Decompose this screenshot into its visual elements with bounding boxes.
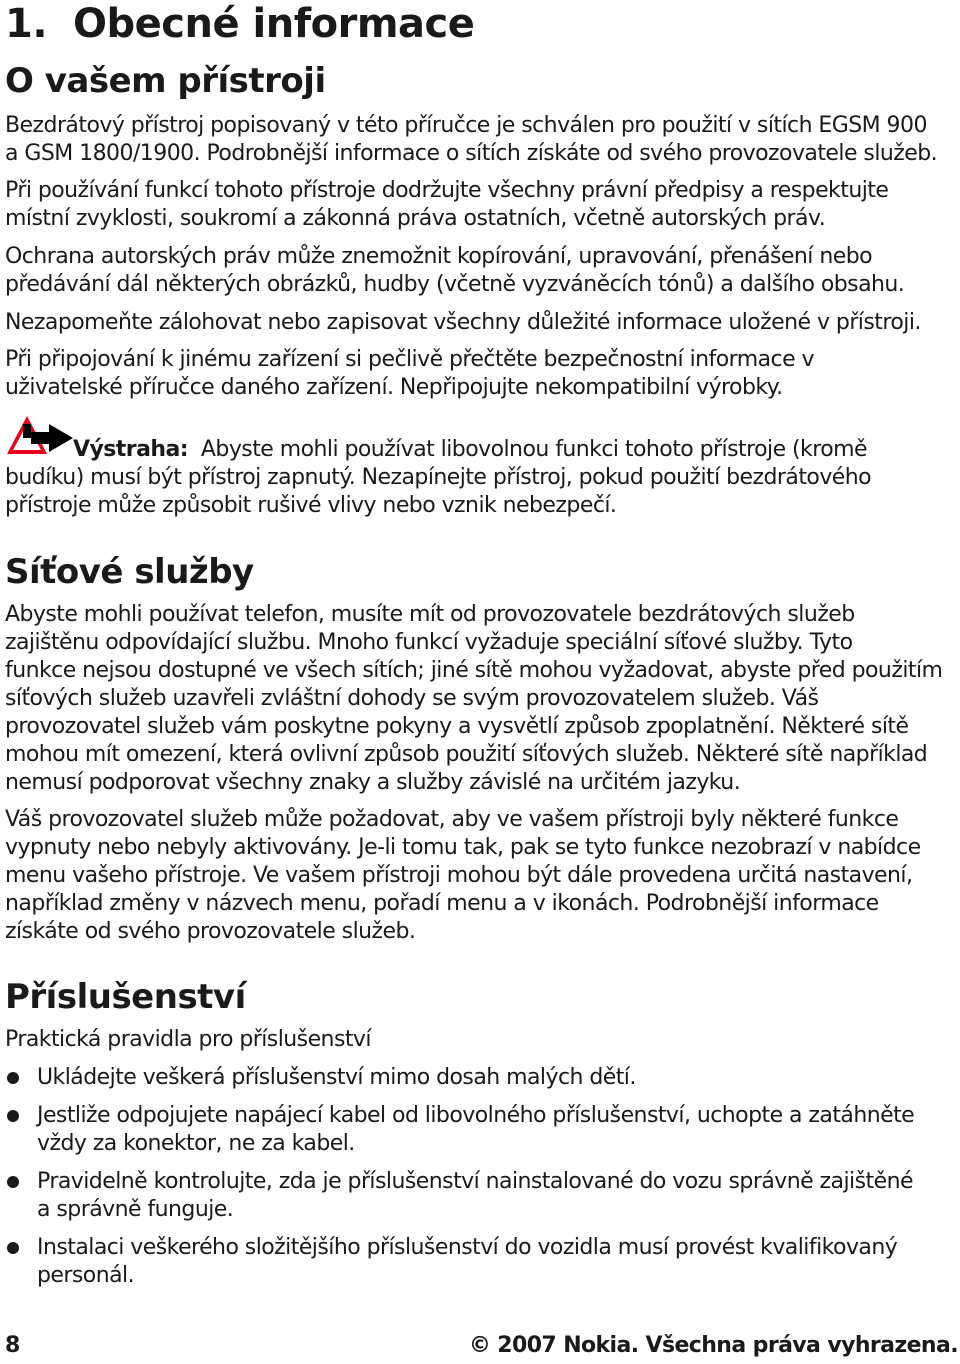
chapter-title-text: Obecné informace bbox=[73, 1, 475, 47]
list-item: Ukládejte veškerá příslušenství mimo dosah malých dětí. bbox=[5, 1064, 960, 1092]
warning-paragraph: Výstraha: Abyste mohli používat libovolnou funkci tohoto přístroje (kromě budíku) musí být přístroj zapnutý. Nezapínejte přístroj, pokud použití bezdrátového přístroje může způsobit rušivé vlivy nebo vznik nebezpečí. bbox=[5, 437, 872, 518]
paragraph-connecting: Při připojování k jinému zařízení si pečlivě přečtěte bezpečnostní informace v uživatelské příručce daného zařízení. Nepřipojujte nekompatibilní výrobky. bbox=[5, 347, 814, 400]
paragraph-laws: Při používání funkcí tohoto přístroje dodržujte všechny právní předpisy a respektujte místní zvyklosti, soukromí a zákonná práva ostatních, včetně autorských práv. bbox=[5, 178, 889, 231]
paragraph-copyright-protection: Ochrana autorských práv může znemožnit kopírování, upravování, přenášení nebo předávání dál některých obrázků, hudby (včetně vyzváněcích tónů) a dalšího obsahu. bbox=[5, 244, 905, 297]
copyright-notice: © 2007 Nokia. Všechna práva vyhrazena. bbox=[468, 1333, 958, 1358]
bullet-icon bbox=[7, 1072, 19, 1084]
bullet-icon bbox=[7, 1176, 19, 1188]
page-number: 8 bbox=[5, 1333, 21, 1358]
bullet-icon bbox=[7, 1110, 19, 1122]
section-heading-accessories: Příslušenství bbox=[5, 977, 246, 1017]
paragraph-backup: Nezapomeňte zálohovat nebo zapisovat všechny důležité informace uložené v přístroji. bbox=[5, 310, 921, 335]
chapter-number: 1. bbox=[5, 1, 48, 47]
paragraph-network-services: Abyste mohli používat telefon, musíte mít od provozovatele bezdrátových služeb zajištěnu odpovídající službu. Mnoho funkcí vyžaduje speciální síťové služby. Tyto funkce nejsou dostupné ve všech sítích; jiné sítě mohou vyžadovat, abyste před použitím síťových služeb uzavřeli zvláštní dohody se svým provozovatelem služeb. Váš provozovatel služeb vám poskytne pokyny a vysvětlí způsob zpoplatnění. Některé sítě mohou mít omezení, která ovlivní způsob použití síťových služeb. Některé sítě například nemusí podporovat všechny znaky a služby závislé na určitém jazyku. bbox=[5, 602, 943, 795]
section-heading-network: Síťové služby bbox=[5, 552, 254, 592]
list-item: Jestliže odpojujete napájecí kabel od libovolného příslušenství, uchopte a zatáhněte vždy za konektor, ne za kabel. bbox=[5, 1102, 960, 1158]
list-item: Pravidelně kontrolujte, zda je příslušenství nainstalované do vozu správně zajištěné a správně funguje. bbox=[5, 1168, 960, 1224]
chapter-title bbox=[5, 0, 474, 48]
paragraph-provider-settings: Váš provozovatel služeb může požadovat, aby ve vašem přístroji byly některé funkce vypnuty nebo nebyly aktivovány. Je-li tomu tak, pak se tyto funkce nezobrazí v nabídce menu vašeho přístroje. Ve vašem přístroji mohou být dále provedena určitá nastavení, například změny v názvech menu, pořadí menu a v ikonách. Podrobnější informace získáte od svého provozovatele služeb. bbox=[5, 807, 921, 944]
list-item: Instalaci veškerého složitějšího příslušenství do vozidla musí provést kvalifikovaný personál. bbox=[5, 1234, 960, 1290]
accessories-intro: Praktická pravidla pro příslušenství bbox=[5, 1027, 371, 1052]
warning-label: Výstraha: bbox=[73, 437, 189, 462]
accessories-list bbox=[5, 1064, 960, 1300]
section-heading-device: O vašem přístroji bbox=[5, 61, 326, 101]
paragraph-device-approval: Bezdrátový přístroj popisovaný v této příručce je schválen pro použití v sítích EGSM 900 a GSM 1800/1900. Podrobnější informace o sítích získáte od svého provozovatele služeb. bbox=[5, 113, 938, 166]
bullet-icon bbox=[7, 1242, 19, 1254]
